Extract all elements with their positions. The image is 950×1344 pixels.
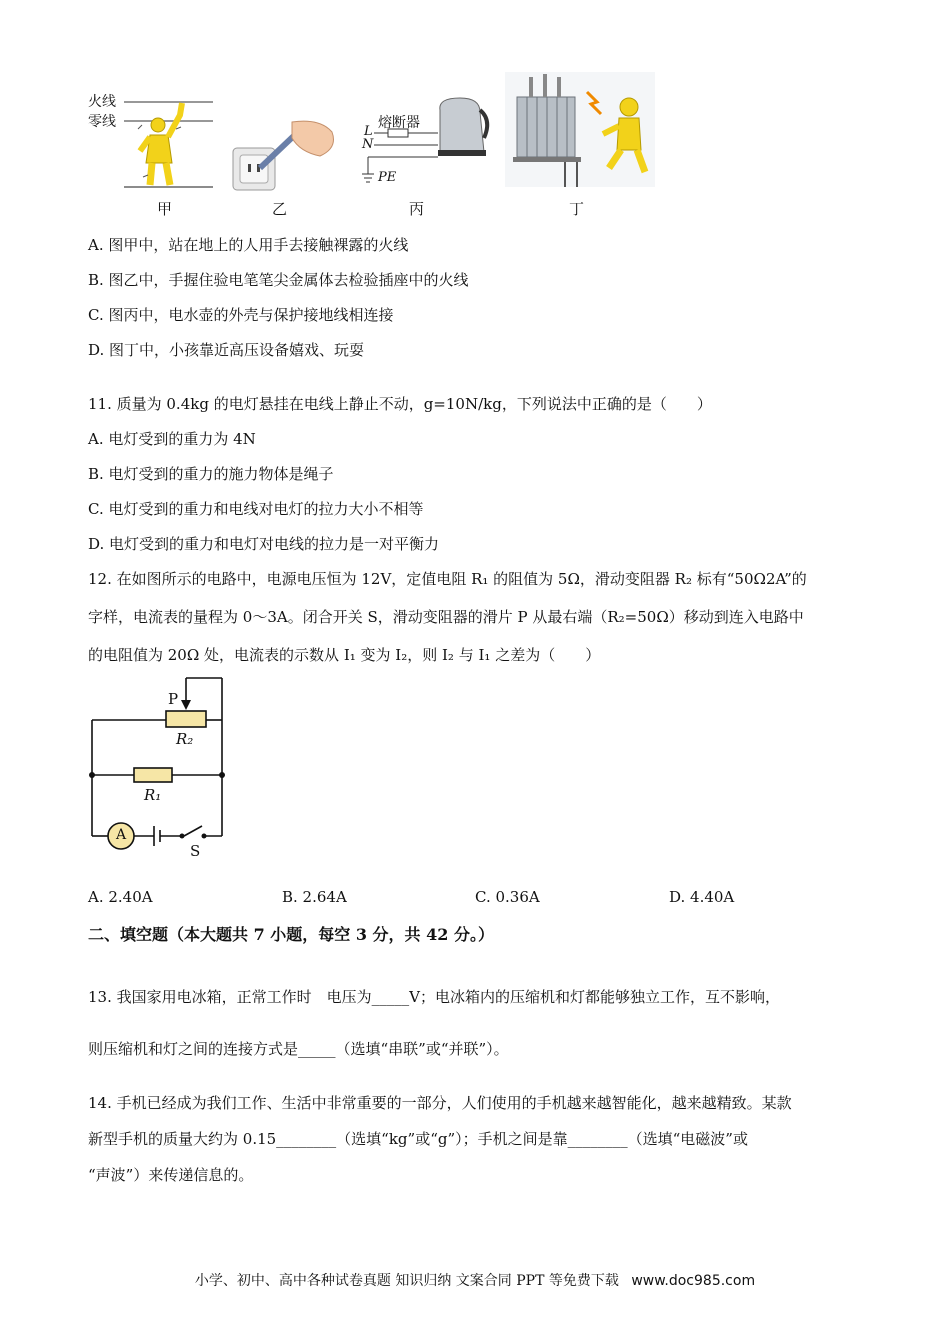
q11-option-d: D. 电灯受到的重力和电灯对电线的拉力是一对平衡力	[88, 535, 440, 553]
fuse-label: 熔断器	[378, 115, 420, 131]
N-label: N	[362, 137, 374, 152]
figure-bing	[360, 90, 490, 195]
q13-line-1: 13. 我国家用电冰箱，正常工作时 电压为_____V；电冰箱内的压缩机和灯都能够独立工作，互不影响，	[88, 988, 780, 1006]
q10-option-a: A. 图甲中，站在地上的人用手去接触裸露的火线	[88, 236, 409, 254]
PE-label: PE	[378, 170, 397, 185]
q14-line-2: 新型手机的质量大约为 0.15________（选填“kg”或“g”）；手机之间是靠________（选填“电磁波”或	[88, 1130, 748, 1148]
switch-S-label: S	[190, 842, 201, 860]
section-2-heading: 二、填空题（本大题共 7 小题，每空 3 分，共 42 分。）	[88, 925, 494, 944]
page-footer	[0, 1270, 950, 1290]
ammeter-label: A	[116, 827, 127, 843]
q12-option-c: C. 0.36A	[475, 888, 540, 906]
slider-P-label: P	[168, 690, 179, 708]
q12-option-d: D. 4.40A	[669, 888, 735, 906]
caption-yi: 乙	[272, 200, 288, 218]
figure-ding	[505, 72, 655, 187]
q11-option-b: B. 电灯受到的重力的施力物体是绳子	[88, 465, 334, 483]
q12-line-3: 的电阻值为 20Ω 处，电流表的示数从 I₁ 变为 I₂，则 I₂ 与 I₁ 之差为（ ）	[88, 646, 601, 664]
caption-ding: 丁	[569, 200, 585, 218]
q12-option-b: B. 2.64A	[282, 888, 347, 906]
circuit-drawing	[88, 670, 238, 865]
caption-bing: 丙	[409, 200, 425, 218]
q12-circuit	[88, 670, 238, 865]
q10-option-d: D. 图丁中，小孩靠近高压设备嬉戏、玩耍	[88, 341, 365, 359]
q12-line-1: 12. 在如图所示的电路中，电源电压恒为 12V，定值电阻 R₁ 的阻值为 5Ω，滑动变阻器 R₂ 标有“50Ω2A”的	[88, 570, 807, 588]
footer-url[interactable]: www.doc985.com	[631, 1273, 756, 1289]
q12-option-a: A. 2.40A	[88, 888, 153, 906]
neutral-wire-label: 零线	[88, 114, 116, 130]
caption-jia: 甲	[157, 200, 173, 218]
figure-yi	[230, 118, 340, 193]
q10-option-b: B. 图乙中，手握住验电笔笔尖金属体去检验插座中的火线	[88, 271, 469, 289]
R2-label: R₂	[176, 730, 194, 748]
q11-option-a: A. 电灯受到的重力为 4N	[88, 430, 256, 448]
R1-label: R₁	[144, 786, 162, 804]
figure-ding-drawing	[505, 72, 655, 187]
q11-stem: 11. 质量为 0.4kg 的电灯悬挂在电线上静止不动，g=10N/kg，下列说法中正确的是（ ）	[88, 395, 712, 413]
footer-text: 小学、初中、高中各种试卷真题 知识归纳 文案合同 PPT 等免费下载	[194, 1273, 619, 1289]
figure-jia	[88, 85, 213, 195]
q12-line-2: 字样，电流表的量程为 0～3A。闭合开关 S，滑动变阻器的滑片 P 从最右端（R₂=50Ω）移动到连入电路中	[88, 608, 804, 626]
q11-option-c: C. 电灯受到的重力和电线对电灯的拉力大小不相等	[88, 500, 424, 518]
q13-line-2: 则压缩机和灯之间的连接方式是_____（选填“串联”或“并联”）。	[88, 1040, 509, 1058]
live-wire-label: 火线	[88, 94, 116, 110]
q14-line-3: “声波”）来传递信息的。	[88, 1166, 254, 1184]
figure-yi-drawing	[230, 118, 340, 193]
q14-line-1: 14. 手机已经成为我们工作、生活中非常重要的一部分，人们使用的手机越来越智能化，越来越精致。某款	[88, 1094, 792, 1112]
L-label: L	[364, 124, 373, 139]
q10-option-c: C. 图丙中，电水壶的外壳与保护接地线相连接	[88, 306, 394, 324]
